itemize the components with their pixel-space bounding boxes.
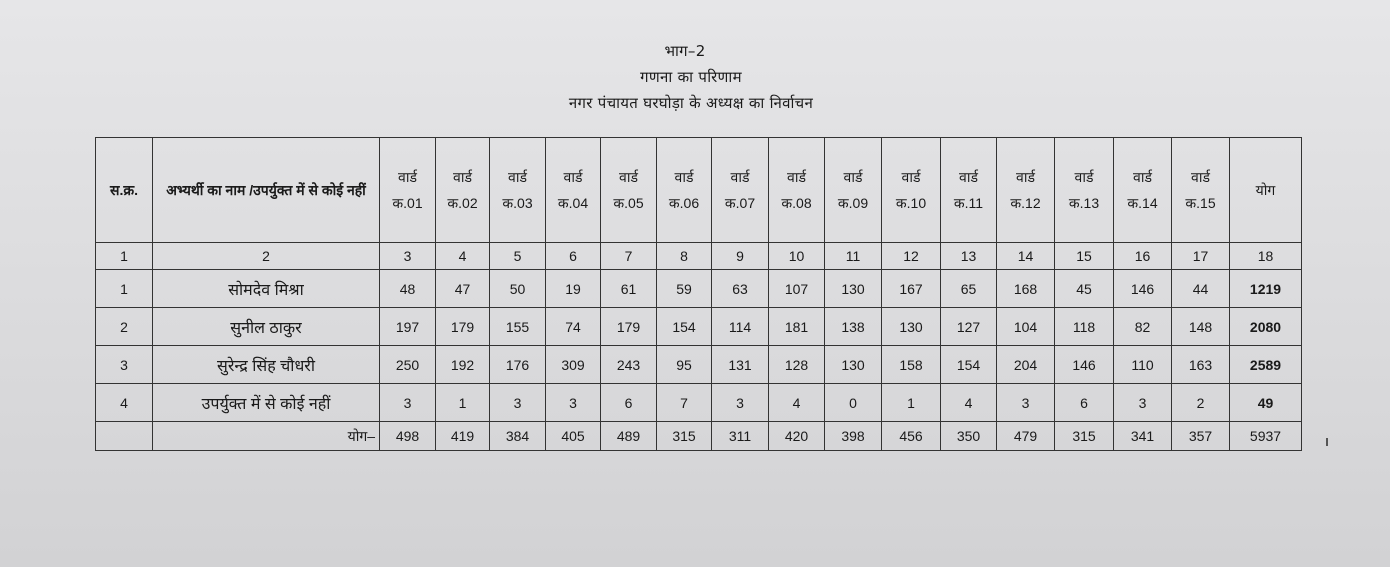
column-number: 2 xyxy=(153,243,380,270)
vote-cell: 138 xyxy=(825,308,882,346)
vote-cell: 3 xyxy=(997,384,1055,422)
header-ward-6 xyxy=(657,138,712,243)
ward-total: 311 xyxy=(712,422,769,451)
header-ward-12 xyxy=(997,138,1055,243)
vote-cell: 95 xyxy=(657,346,712,384)
column-number: 6 xyxy=(546,243,601,270)
vote-cell: 250 xyxy=(380,346,436,384)
ward-total: 456 xyxy=(882,422,941,451)
ward-total: 384 xyxy=(490,422,546,451)
column-number: 11 xyxy=(825,243,882,270)
header-ward-number: क.09 xyxy=(837,195,869,211)
candidate-name: सुनील ठाकुर xyxy=(153,308,380,346)
totals-row xyxy=(96,422,1302,451)
vote-cell: 50 xyxy=(490,270,546,308)
header-ward-word: वार्ड xyxy=(453,169,472,185)
vote-cell: 167 xyxy=(882,270,941,308)
vote-cell: 104 xyxy=(997,308,1055,346)
header-ward-word: वार्ड xyxy=(398,169,417,185)
grand-total: 5937 xyxy=(1230,422,1302,451)
row-sno: 2 xyxy=(96,308,153,346)
vote-cell: 176 xyxy=(490,346,546,384)
ward-total: 419 xyxy=(436,422,490,451)
row-sno: 3 xyxy=(96,346,153,384)
vote-cell: 19 xyxy=(546,270,601,308)
column-number: 5 xyxy=(490,243,546,270)
column-number: 8 xyxy=(657,243,712,270)
ward-total: 315 xyxy=(1055,422,1114,451)
header-ward-number: क.13 xyxy=(1068,195,1100,211)
candidate-name: सुरेन्द्र सिंह चौधरी xyxy=(153,346,380,384)
vote-cell: 3 xyxy=(490,384,546,422)
header-ward-number: क.04 xyxy=(557,195,589,211)
vote-cell: 168 xyxy=(997,270,1055,308)
header-ward-word: वार्ड xyxy=(901,169,921,185)
table-row xyxy=(96,346,1302,384)
column-number: 4 xyxy=(436,243,490,270)
totals-sno-cell xyxy=(96,422,153,451)
vote-cell: 45 xyxy=(1055,270,1114,308)
ward-total: 479 xyxy=(997,422,1055,451)
header-ward-word: वार्ड xyxy=(1191,169,1210,185)
header-ward-4 xyxy=(546,138,601,243)
vote-cell: 243 xyxy=(601,346,657,384)
vote-cell: 128 xyxy=(769,346,825,384)
header-ward-number: क.08 xyxy=(781,195,812,211)
vote-cell: 6 xyxy=(1055,384,1114,422)
vote-cell: 155 xyxy=(490,308,546,346)
row-total: 2080 xyxy=(1230,308,1302,346)
vote-cell: 179 xyxy=(601,308,657,346)
vote-cell: 148 xyxy=(1172,308,1230,346)
header-ward-number: क.05 xyxy=(613,195,644,211)
row-sno: 4 xyxy=(96,384,153,422)
column-number: 14 xyxy=(997,243,1055,270)
header-ward-word: वार्ड xyxy=(843,169,863,185)
header-ward-10 xyxy=(882,138,941,243)
vote-cell: 59 xyxy=(657,270,712,308)
vote-cell: 2 xyxy=(1172,384,1230,422)
vote-cell: 63 xyxy=(712,270,769,308)
header-ward-word: वार्ड xyxy=(1074,169,1094,185)
column-number: 12 xyxy=(882,243,941,270)
vote-cell: 158 xyxy=(882,346,941,384)
header-ward-word: वार्ड xyxy=(508,169,527,185)
header-ward-8 xyxy=(769,138,825,243)
subtitle: गणना का परिणाम xyxy=(640,68,742,86)
vote-cell: 127 xyxy=(941,308,997,346)
column-number: 1 xyxy=(96,243,153,270)
ward-total: 498 xyxy=(380,422,436,451)
column-number: 7 xyxy=(601,243,657,270)
vote-cell: 82 xyxy=(1114,308,1172,346)
document-heading xyxy=(0,38,1390,116)
header-ward-11 xyxy=(941,138,997,243)
vote-cell: 146 xyxy=(1114,270,1172,308)
ward-total: 398 xyxy=(825,422,882,451)
header-ward-number: क.02 xyxy=(447,195,478,211)
header-ward-3 xyxy=(490,138,546,243)
vote-cell: 1 xyxy=(436,384,490,422)
column-number: 10 xyxy=(769,243,825,270)
page-title: नगर पंचायत घरघोड़ा के अध्यक्ष का निर्वाचन xyxy=(568,94,814,112)
vote-cell: 44 xyxy=(1172,270,1230,308)
header-ward-word: वार्ड xyxy=(674,169,694,185)
vote-cell: 3 xyxy=(712,384,769,422)
ward-total: 420 xyxy=(769,422,825,451)
header-ward-14 xyxy=(1114,138,1172,243)
row-total: 2589 xyxy=(1230,346,1302,384)
vote-cell: 192 xyxy=(436,346,490,384)
vote-cell: 74 xyxy=(546,308,601,346)
header-row xyxy=(96,138,1302,243)
column-number: 17 xyxy=(1172,243,1230,270)
candidate-name: उपर्युक्त में से कोई नहीं xyxy=(153,384,380,422)
vote-cell: 309 xyxy=(546,346,601,384)
vote-cell: 204 xyxy=(997,346,1055,384)
header-ward-word: वार्ड xyxy=(959,169,978,185)
column-number: 3 xyxy=(380,243,436,270)
vote-cell: 131 xyxy=(712,346,769,384)
part-label: भाग–2 xyxy=(664,42,706,60)
vote-cell: 4 xyxy=(941,384,997,422)
header-ward-word: वार्ड xyxy=(1133,169,1152,185)
column-number-row xyxy=(96,243,1302,270)
vote-cell: 130 xyxy=(882,308,941,346)
column-number: 16 xyxy=(1114,243,1172,270)
row-total: 49 xyxy=(1230,384,1302,422)
paper-mark xyxy=(1326,438,1328,446)
vote-cell: 61 xyxy=(601,270,657,308)
column-number: 13 xyxy=(941,243,997,270)
header-ward-15 xyxy=(1172,138,1230,243)
column-number: 18 xyxy=(1230,243,1302,270)
totals-label: योग– xyxy=(153,422,380,451)
vote-cell: 154 xyxy=(941,346,997,384)
vote-cell: 7 xyxy=(657,384,712,422)
ward-total: 350 xyxy=(941,422,997,451)
vote-cell: 1 xyxy=(882,384,941,422)
vote-cell: 163 xyxy=(1172,346,1230,384)
table-row xyxy=(96,308,1302,346)
header-ward-number: क.07 xyxy=(724,195,756,211)
header-ward-word: वार्ड xyxy=(787,169,806,185)
header-ward-number: क.12 xyxy=(1010,195,1041,211)
vote-cell: 3 xyxy=(1114,384,1172,422)
ward-total: 315 xyxy=(657,422,712,451)
vote-cell: 181 xyxy=(769,308,825,346)
vote-cell: 0 xyxy=(825,384,882,422)
vote-cell: 130 xyxy=(825,270,882,308)
ward-total: 489 xyxy=(601,422,657,451)
vote-cell: 48 xyxy=(380,270,436,308)
ward-total: 341 xyxy=(1114,422,1172,451)
header-ward-9 xyxy=(825,138,882,243)
vote-cell: 47 xyxy=(436,270,490,308)
row-total: 1219 xyxy=(1230,270,1302,308)
header-ward-7 xyxy=(712,138,769,243)
header-total: योग xyxy=(1230,138,1302,243)
header-ward-number: क.14 xyxy=(1127,195,1158,211)
vote-cell: 130 xyxy=(825,346,882,384)
column-number: 15 xyxy=(1055,243,1114,270)
row-sno: 1 xyxy=(96,270,153,308)
ward-total: 357 xyxy=(1172,422,1230,451)
header-sno: स.क्र. xyxy=(96,138,153,243)
vote-cell: 65 xyxy=(941,270,997,308)
header-ward-number: क.10 xyxy=(895,195,927,211)
vote-cell: 154 xyxy=(657,308,712,346)
vote-cell: 107 xyxy=(769,270,825,308)
vote-cell: 110 xyxy=(1114,346,1172,384)
header-ward-number: क.11 xyxy=(953,195,984,211)
header-ward-2 xyxy=(436,138,490,243)
vote-cell: 118 xyxy=(1055,308,1114,346)
vote-cell: 6 xyxy=(601,384,657,422)
vote-cell: 197 xyxy=(380,308,436,346)
ward-total: 405 xyxy=(546,422,601,451)
results-table xyxy=(95,137,1302,451)
column-number: 9 xyxy=(712,243,769,270)
header-ward-number: क.01 xyxy=(392,195,423,211)
header-ward-number: क.03 xyxy=(502,195,533,211)
header-ward-word: वार्ड xyxy=(730,169,750,185)
table-body xyxy=(96,270,1302,422)
header-ward-number: क.06 xyxy=(668,195,700,211)
vote-cell: 3 xyxy=(546,384,601,422)
vote-cell: 146 xyxy=(1055,346,1114,384)
table-row xyxy=(96,384,1302,422)
vote-cell: 3 xyxy=(380,384,436,422)
vote-cell: 4 xyxy=(769,384,825,422)
header-ward-1 xyxy=(380,138,436,243)
header-ward-word: वार्ड xyxy=(563,169,583,185)
header-ward-word: वार्ड xyxy=(1016,169,1035,185)
candidate-name: सोमदेव मिश्रा xyxy=(153,270,380,308)
header-name: अभ्यर्थी का नाम /उपर्युक्त में से कोई नहीं xyxy=(153,138,380,243)
header-ward-word: वार्ड xyxy=(619,169,638,185)
vote-cell: 114 xyxy=(712,308,769,346)
header-ward-13 xyxy=(1055,138,1114,243)
table-row xyxy=(96,270,1302,308)
vote-cell: 179 xyxy=(436,308,490,346)
header-ward-number: क.15 xyxy=(1185,195,1216,211)
header-ward-5 xyxy=(601,138,657,243)
